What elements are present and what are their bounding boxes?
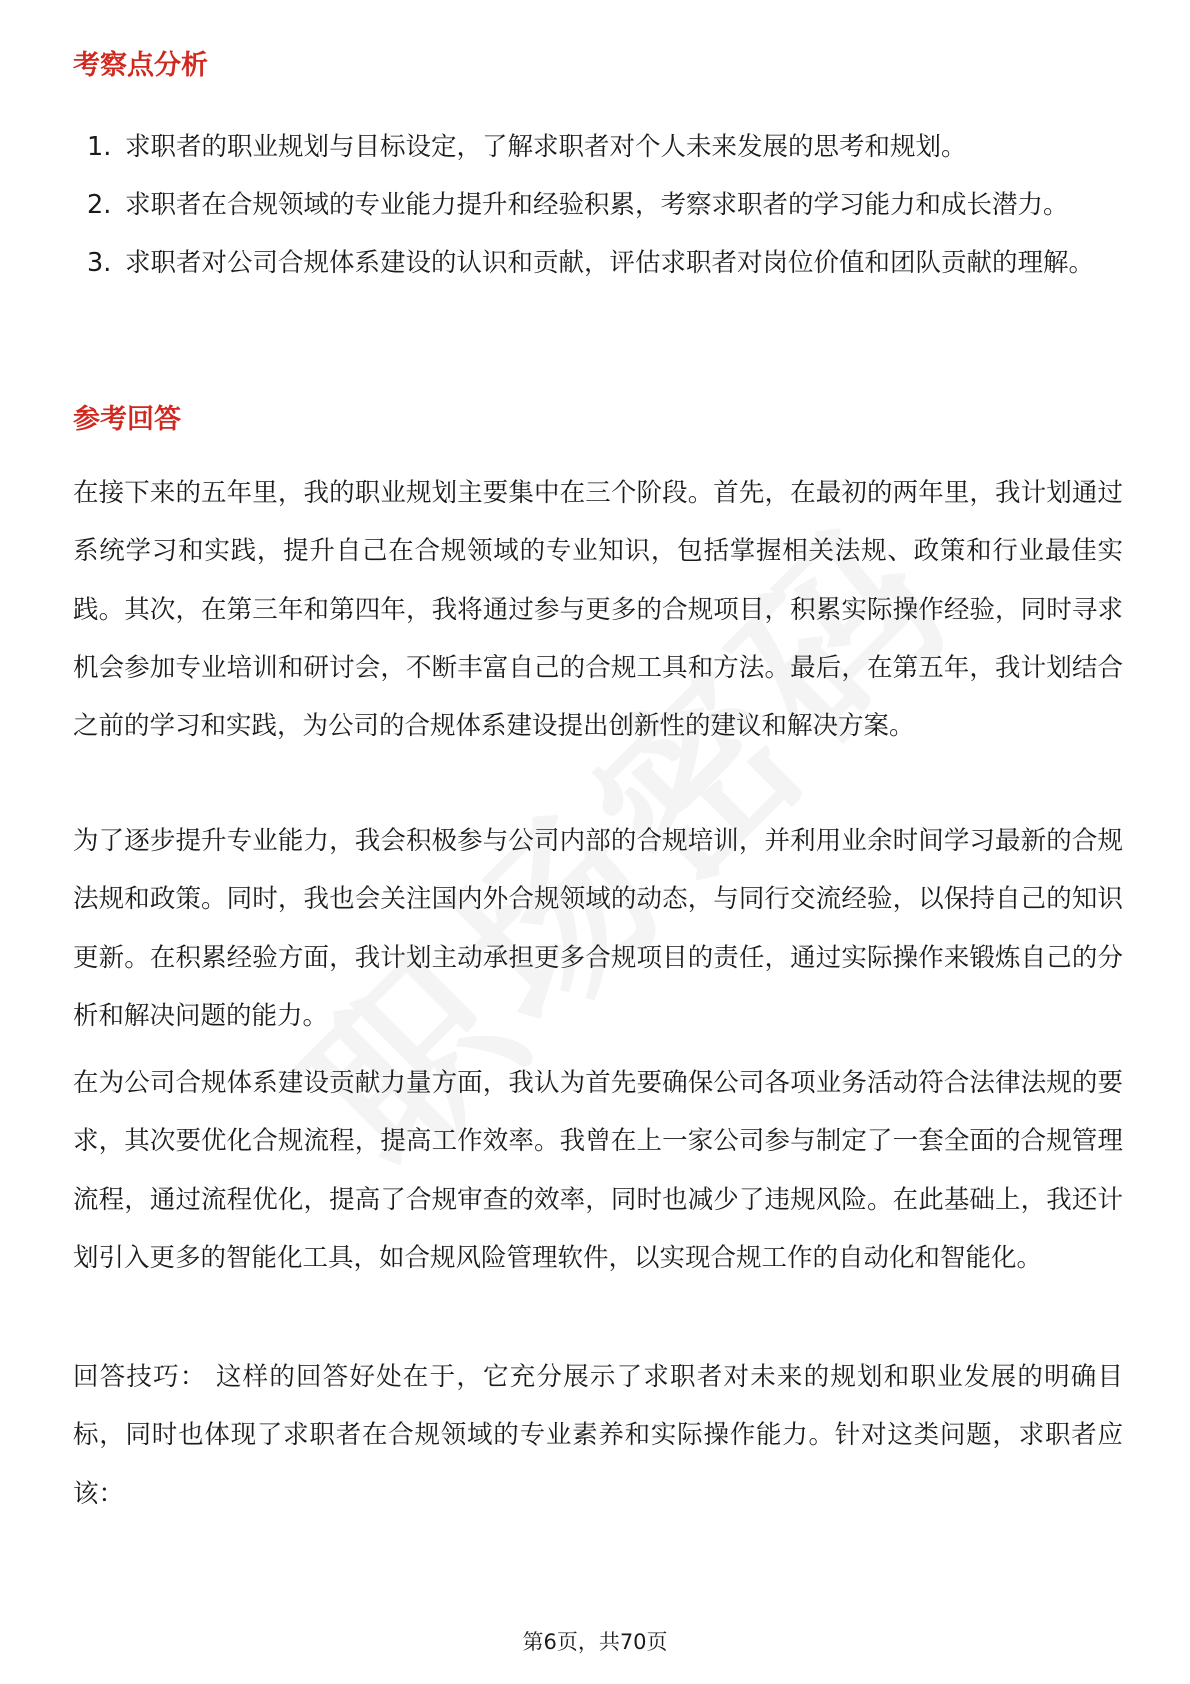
list-item-number: 1. <box>87 132 112 162</box>
list-item <box>73 118 1123 176</box>
list-item-text: 求职者在合规领域的专业能力提升和经验积累，考察求职者的学习能力和成长潜力。 <box>125 190 1069 220</box>
list-item-number: 2. <box>87 190 112 220</box>
analysis-heading: 考察点分析 <box>73 50 208 81</box>
analysis-list <box>73 118 1123 292</box>
list-item <box>73 176 1123 234</box>
answer-tips-paragraph: 回答技巧： 这样的回答好处在于，它充分展示了求职者对未来的规划和职业发展的明确目标，同时也体现了求职者在合规领域的专业素养和实际操作能力。针对这类问题，求职者应该： <box>73 1362 1123 1509</box>
list-item <box>73 234 1123 292</box>
list-item-text: 求职者的职业规划与目标设定，了解求职者对个人未来发展的思考和规划。 <box>125 132 967 162</box>
answer-paragraph-3: 在为公司合规体系建设贡献力量方面，我认为首先要确保公司各项业务活动符合法律法规的要求，其次要优化合规流程，提高工作效率。我曾在上一家公司参与制定了一套全面的合规管理流程，通过流程优化，提高了合规审查的效率，同时也减少了违规风险。在此基础上，我还计划引入更多的智能化工具，如合规风险管理软件，以实现合规工作的自动化和智能化。 <box>73 1068 1123 1273</box>
answer-paragraph-1: 在接下来的五年里，我的职业规划主要集中在三个阶段。首先，在最初的两年里，我计划通过系统学习和实践，提升自己在合规领域的专业知识，包括掌握相关法规、政策和行业最佳实践。其次，在第三年和第四年，我将通过参与更多的合规项目，积累实际操作经验，同时寻求机会参加专业培训和研讨会，不断丰富自己的合规工具和方法。最后，在第五年，我计划结合之前的学习和实践，为公司的合规体系建设提出创新性的建议和解决方案。 <box>73 478 1123 742</box>
list-item-number: 3. <box>87 248 112 278</box>
page-number: 第6页，共70页 <box>522 1630 668 1654</box>
list-item-text: 求职者对公司合规体系建设的认识和贡献，评估求职者对岗位价值和团队贡献的理解。 <box>125 248 1095 278</box>
answer-heading: 参考回答 <box>73 404 181 435</box>
answer-paragraph-2: 为了逐步提升专业能力，我会积极参与公司内部的合规培训，并利用业余时间学习最新的合规法规和政策。同时，我也会关注国内外合规领域的动态，与同行交流经验，以保持自己的知识更新。在积累经验方面，我计划主动承担更多合规项目的责任，通过实际操作来锻炼自己的分析和解决问题的能力。 <box>73 826 1123 1031</box>
